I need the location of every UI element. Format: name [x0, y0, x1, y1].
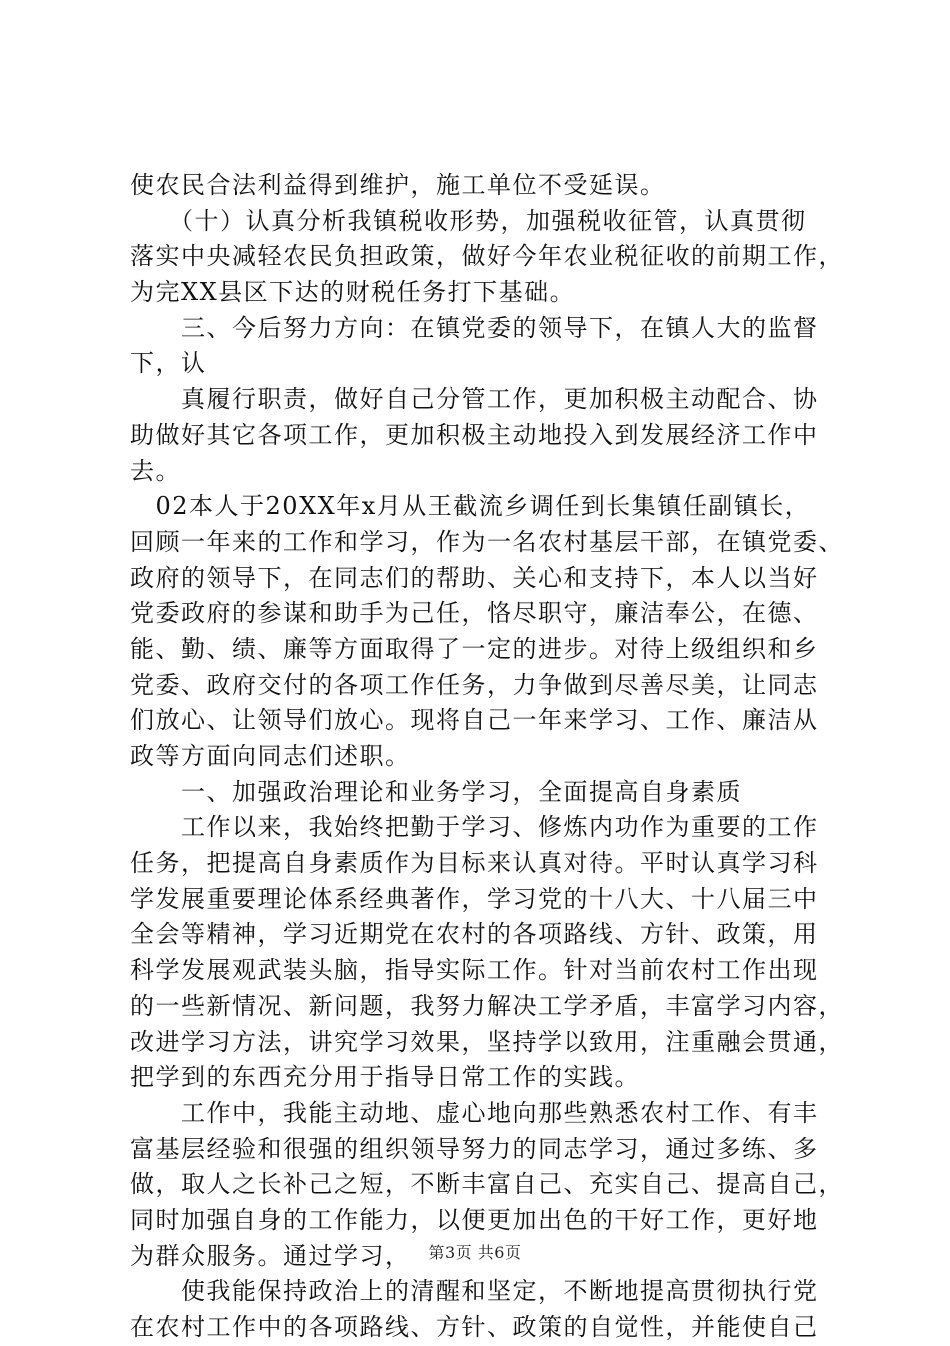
text-line: （十）认真分析我镇税收形势，加强税收征管，认真贯彻	[130, 206, 807, 235]
text-line: 使我能保持政治上的清醒和坚定，不断地提高贯彻执行党	[130, 1277, 819, 1306]
text-line: 使农民合法利益得到维护，施工单位不受延误。	[130, 171, 666, 199]
text-line: 全会等精神，学习近期党在农村的各项路线、方针、政策，用	[130, 920, 819, 949]
text-line: 工作中，我能主动地、虚心地向那些熟悉农村工作、有丰	[130, 1098, 819, 1127]
text-line: 政等方面向同志们述职。	[130, 742, 411, 770]
text-line: 去。	[130, 456, 181, 485]
text-line: 党委、政府交付的各项工作任务，力争做到尽善尽美，让同志	[130, 670, 819, 699]
text-line: 下，认	[130, 349, 207, 378]
text-line: 任务，把提高自身素质作为目标来认真对待。平时认真学习科	[130, 849, 819, 878]
text-line: 回顾一年来的工作和学习，作为一名农村基层干部，在镇党委、	[130, 527, 844, 556]
text-line: 02本人于20XX年x月从王截流乡调任到长集镇任副镇长，	[130, 492, 811, 521]
text-line: 富基层经验和很强的组织领导努力的同志学习，通过多练、多	[130, 1134, 819, 1163]
text-line: 真履行职责，做好自己分管工作，更加积极主动配合、协	[130, 385, 819, 414]
text-line: 同时加强自身的工作能力，以便更加出色的干好工作，更好地	[130, 1205, 819, 1234]
text-line: 为群众服务。通过学习，	[130, 1241, 411, 1270]
section-heading: 一、加强政治理论和业务学习，全面提高自身素质	[130, 777, 742, 806]
page-number-footer: 第3页 共6页	[428, 1243, 522, 1262]
text-line: 助做好其它各项工作，更加积极主动地投入到发展经济工作中	[130, 420, 819, 449]
text-line: 政府的领导下，在同志们的帮助、关心和支持下，本人以当好	[130, 563, 819, 592]
text-line: 工作以来，我始终把勤于学习、修炼内功作为重要的工作	[130, 813, 819, 842]
text-line: 科学发展观武装头脑，指导实际工作。针对当前农村工作出现	[130, 956, 819, 985]
text-line: 把学到的东西充分用于指导日常工作的实践。	[130, 1063, 640, 1092]
text-line: 在农村工作中的各项路线、方针、政策的自觉性，并能使自己	[130, 1313, 819, 1341]
text-line: 能、勤、绩、廉等方面取得了一定的进步。对待上级组织和乡	[130, 634, 819, 663]
text-line: 为完XX县区下达的财税任务打下基础。	[130, 278, 576, 307]
text-line: 的一些新情况、新问题，我努力解决工学矛盾，丰富学习内容，	[130, 991, 844, 1020]
text-line: 们放心、让领导们放心。现将自己一年来学习、工作、廉洁从	[130, 706, 819, 735]
text-line: 党委政府的参谋和助手为己任，恪尽职守，廉洁奉公，在德、	[130, 599, 819, 628]
text-line: 改进学习方法，讲究学习效果，坚持学以致用，注重融会贯通，	[130, 1027, 844, 1056]
text-line: 三、今后努力方向：在镇党委的领导下，在镇人大的监督	[130, 313, 819, 342]
text-line: 学发展重要理论体系经典著作，学习党的十八大、十八届三中	[130, 884, 819, 913]
text-line: 落实中央减轻农民负担政策，做好今年农业税征收的前期工作，	[130, 242, 844, 271]
document-body	[130, 168, 844, 1346]
text-line: 做，取人之长补己之短，不断丰富自己、充实自己、提高自己，	[130, 1170, 844, 1199]
